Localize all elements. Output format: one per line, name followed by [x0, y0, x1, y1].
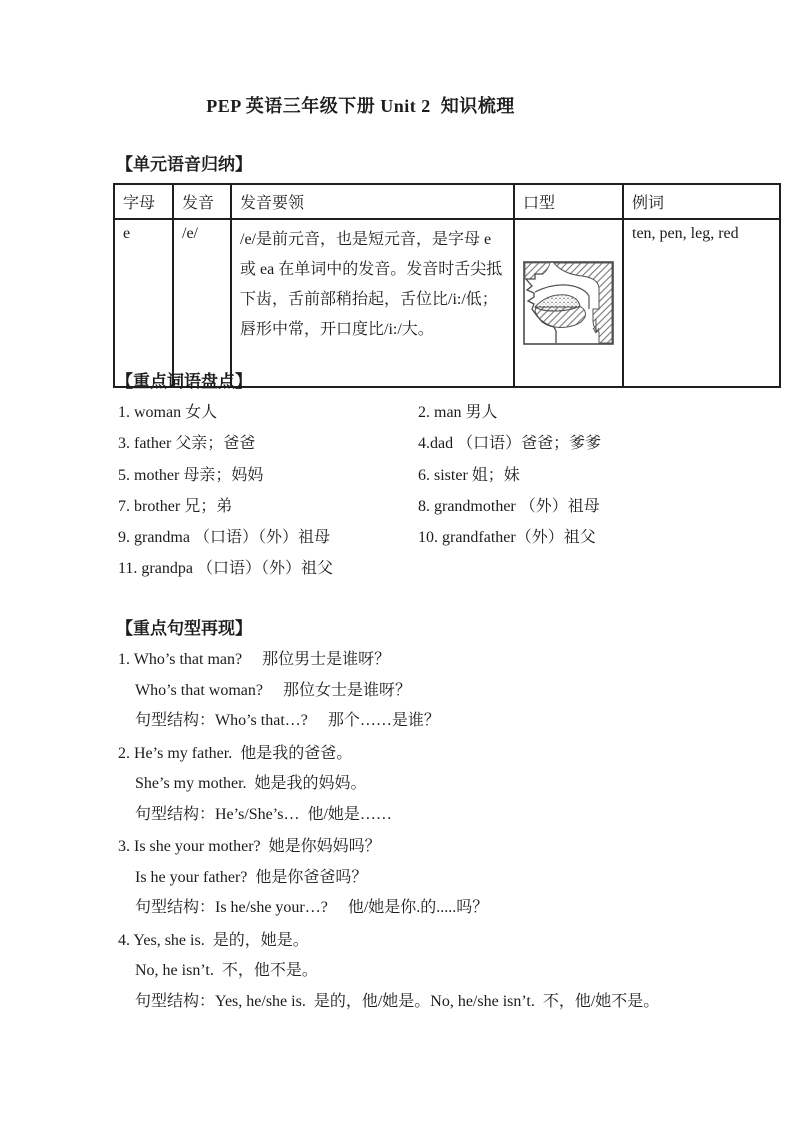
sentence-line: No, he isn’t. 不，他不是。 — [135, 962, 318, 979]
sentence-group — [118, 926, 778, 1018]
sentence-structure-line: 句型结构：Is he/she your…? 他/她是你.的.....吗？ — [135, 899, 489, 916]
word-item: 1. woman 女人 — [118, 404, 218, 421]
word-item: 7. brother 兄；弟 — [118, 497, 233, 515]
sentence-line: She’s my mother. 她是我的妈妈。 — [135, 775, 367, 792]
sentence-line: 4. Yes, she is. 是的，她是。 — [118, 931, 309, 949]
word-item: 10. grandfather（外）祖父 — [418, 529, 596, 547]
section-heading-phonics: 【单元语音归纳】 — [116, 155, 252, 174]
col-header-letter: 字母 — [114, 184, 173, 219]
cell-mouth-shape — [514, 219, 623, 387]
cell-essentials: /e/是前元音，也是短元音，是字母 e 或 ea 在单词中的发音。发音时舌尖抵下齿，舌前部稍抬起，舌位比/i:/低；唇形中常，开口度比/i:/大。 — [231, 219, 514, 387]
page-title: PEP 英语三年级下册 Unit 2 知识梳理 — [206, 96, 515, 116]
sentence-line: 1. Who’s that man? 那位男士是谁呀？ — [118, 651, 391, 668]
word-item: 4.dad （口语）爸爸；爹爹 — [418, 435, 602, 453]
sentence-structure-line: 句型结构：Who’s that…? 那个……是谁？ — [135, 712, 440, 729]
sentence-group — [118, 739, 778, 831]
cell-sound: /e/ — [173, 219, 231, 387]
word-item: 9. grandma （口语）（外）祖母 — [118, 529, 330, 547]
sentence-group — [118, 645, 778, 737]
section-heading-sentences: 【重点句型再现】 — [116, 619, 252, 638]
word-list-row — [118, 430, 768, 461]
word-list-row — [118, 493, 768, 524]
cell-letter: e — [114, 219, 173, 387]
word-item: 3. father 父亲；爸爸 — [118, 435, 256, 453]
col-header-examples: 例词 — [623, 184, 780, 219]
word-list-row — [118, 555, 768, 586]
word-list-row — [118, 462, 768, 493]
word-item: 8. grandmother （外）祖母 — [418, 497, 600, 515]
phonics-table-header-row — [114, 184, 780, 219]
sentence-line: Is he your father? 他是你爸爸吗？ — [135, 868, 368, 886]
sentence-pattern-list — [118, 645, 778, 1019]
sentence-line: Who’s that woman? 那位女士是谁呀？ — [135, 681, 411, 699]
word-list-row — [118, 524, 768, 555]
sentence-structure-line: 句型结构：Yes, he/she is. 是的，他/她是。No, he/she isn’t. 不，他/她不是。 — [135, 992, 660, 1010]
sentence-line: 2. He’s my father. 他是我的爸爸。 — [118, 744, 353, 762]
section-heading-words: 【重点词语盘点】 — [116, 372, 252, 391]
word-list-row — [118, 399, 768, 430]
col-header-mouthshape: 口型 — [514, 184, 623, 219]
sentence-line: 3. Is she your mother? 她是你妈妈吗？ — [118, 838, 381, 855]
cell-example-words: ten, pen, leg, red — [623, 219, 780, 387]
mouth-articulation-diagram-icon — [523, 261, 614, 345]
word-list — [118, 399, 768, 587]
phonics-table — [113, 183, 781, 388]
word-item: 2. man 男人 — [418, 404, 498, 421]
phonics-table-row — [114, 219, 780, 387]
sentence-group — [118, 832, 778, 924]
word-item: 11. grandpa （口语）（外）祖父 — [118, 560, 333, 578]
word-item: 5. mother 母亲；妈妈 — [118, 466, 264, 484]
col-header-sound: 发音 — [173, 184, 231, 219]
sentence-structure-line: 句型结构：He’s/She’s… 他/她是…… — [135, 805, 392, 823]
word-item — [418, 555, 768, 586]
word-item: 6. sister 姐；妹 — [418, 466, 520, 484]
col-header-essentials: 发音要领 — [231, 184, 514, 219]
